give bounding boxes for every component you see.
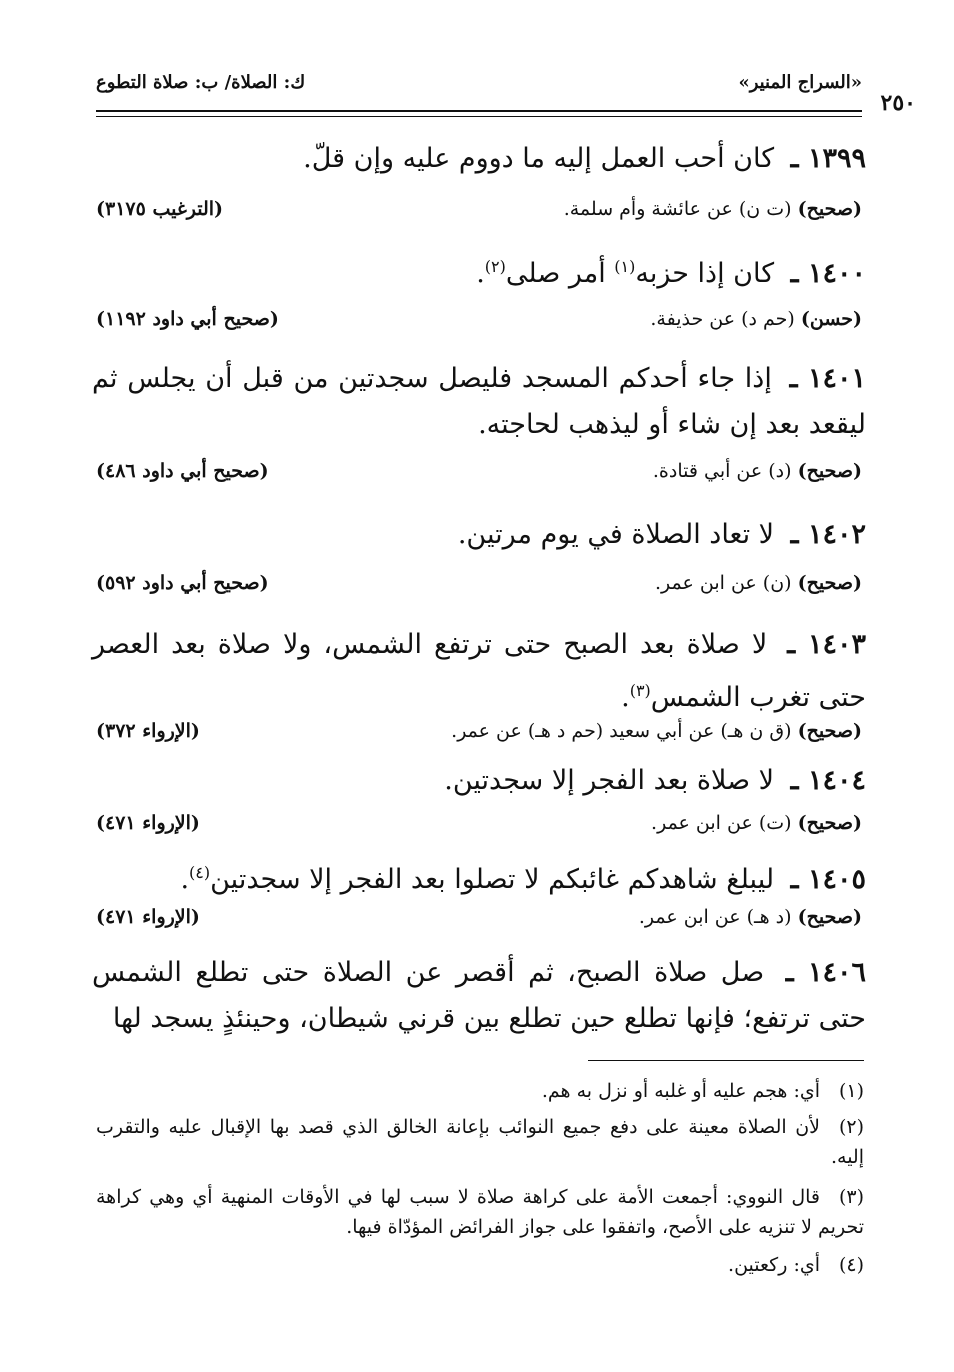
grade-line	[651, 812, 862, 834]
footnote-4	[96, 1250, 864, 1280]
grade: (صحيح)	[797, 198, 862, 220]
hadith-text: لا صلاة بعد الفجر إلا سجدتين.	[444, 765, 775, 796]
footnote-3	[96, 1182, 864, 1242]
reference: (الإرواء ٣٧٢)	[96, 720, 200, 742]
narrators: (ت) عن ابن عمر.	[651, 812, 792, 834]
grade-line	[564, 198, 862, 220]
narrators: (د هـ) عن ابن عمر.	[638, 906, 792, 928]
hadith-1400	[92, 244, 866, 297]
hadith-text: لا صلاة بعد الصبح حتى ترتفع الشمس، ولا صلاة بعد العصر حتى تغرب الشمس	[92, 629, 866, 713]
grade: (صحيح)	[797, 812, 862, 834]
hadith-number: ١٤٠٣ ـ	[787, 629, 866, 660]
footnote-2	[96, 1112, 864, 1172]
hadith-number: ١٤٠٥ ـ	[790, 864, 866, 895]
footnote-text: لأن الصلاة معينة على دفع جميع النوائب بإعانة الخالق الذي قصد بها الإقبال عليه والتقرب إليه.	[96, 1116, 864, 1168]
narrators: (د) عن أبي قتادة.	[652, 460, 792, 482]
section-title: ك: الصلاة/ ب: صلاة التطوع	[96, 72, 306, 93]
narrators: (ن) عن ابن عمر.	[654, 572, 792, 594]
hadith-text: لا تعاد الصلاة في يوم مرتين.	[457, 519, 775, 550]
hadith-text: كان إذا حزبه	[635, 258, 775, 289]
footnote-ref: (٤)	[189, 863, 211, 882]
page-number: ٢٥٠	[880, 90, 916, 116]
hadith-1402	[92, 512, 866, 558]
hadith-1405	[92, 850, 866, 903]
hadith-text: .	[180, 864, 190, 895]
grade: (صحيح)	[797, 572, 862, 594]
grade-line	[653, 460, 862, 482]
reference: (الإرواء ٤٧١)	[96, 812, 200, 834]
hadith-text: صل صلاة الصبح، ثم أقصر عن الصلاة حتى تطلع الشمس حتى ترتفع؛ فإنها تطلع حين تطلع بين قرني شيطان، وحينئذٍ يسجد لها	[92, 957, 866, 1034]
hadith-1399	[92, 136, 866, 182]
hadith-text: .	[621, 682, 630, 713]
footnote-number: (٣)	[838, 1186, 864, 1208]
hadith-1403	[92, 622, 866, 721]
hadith-number: ١٤٠٦ ـ	[785, 957, 866, 988]
grade-line	[451, 720, 862, 742]
source-row	[96, 812, 862, 842]
hadith-text: أمر صلى	[505, 258, 615, 289]
source-row	[96, 572, 862, 602]
source-row	[96, 308, 862, 338]
source-row	[96, 906, 862, 936]
hadith-number: ١٤٠٢ ـ	[790, 519, 866, 550]
header-rule-thick	[96, 110, 862, 112]
hadith-text: كان أحب العمل إليه ما دووم عليه وإن قلّ.	[303, 143, 775, 174]
source-row	[96, 720, 862, 750]
hadith-number: ١٤٠١ ـ	[789, 363, 867, 394]
grade-line	[655, 572, 862, 594]
grade: (صحيح)	[797, 720, 862, 742]
footnote-rule	[588, 1060, 864, 1061]
grade: (صحيح)	[797, 460, 862, 482]
grade: (صحيح)	[797, 906, 862, 928]
hadith-text: إذا جاء أحدكم المسجد فليصل سجدتين من قبل أن يجلس ثم ليقعد بعد إن شاء أو ليذهب لحاجته.	[92, 363, 866, 440]
footnote-text: قال النووي: أجمعت الأمة على كراهة صلاة لا سبب لها في الأوقات المنهية أي وهي كراهة تحريم لا تنزيه على الأصح، واتفقوا على جواز الفرائض المؤدّاة فيها.	[96, 1186, 864, 1238]
footnote-text: أي: هجم عليه أو غلبه أو نزل به هم.	[541, 1080, 820, 1102]
footnote-number: (١)	[838, 1080, 864, 1102]
book-title: «السراج المنير»	[738, 72, 862, 93]
hadith-number: ١٣٩٩ ـ	[790, 143, 866, 174]
hadith-1406	[92, 950, 866, 1042]
reference: (الترغيب ٣١٧٥)	[96, 198, 224, 220]
narrators: (ق ن هـ) عن أبي سعيد (حم د هـ) عن عمر.	[451, 720, 792, 742]
footnote-number: (٤)	[838, 1254, 864, 1276]
footnote-number: (٢)	[838, 1116, 864, 1138]
narrators: (ت ن) عن عائشة وأم سلمة.	[563, 198, 792, 220]
grade-line	[650, 308, 862, 330]
reference: (صحيح أبي داود ٤٨٦)	[96, 460, 269, 482]
hadith-1404	[92, 758, 866, 804]
reference: (الإرواء ٤٧١)	[96, 906, 200, 928]
footnote-ref: (٣)	[629, 681, 651, 700]
reference: (صحيح أبي داود ١١٩٢)	[96, 308, 279, 330]
hadith-text: ليبلغ شاهدكم غائبكم لا تصلوا بعد الفجر إلا سجدتين	[210, 864, 775, 895]
source-row	[96, 460, 862, 490]
narrators: (حم د) عن حذيفة.	[650, 308, 795, 330]
hadith-1401	[92, 356, 866, 448]
footnote-text: أي: ركعتين.	[728, 1254, 820, 1276]
reference: (صحيح أبي داود ٥٩٢)	[96, 572, 269, 594]
grade: (حسن)	[800, 308, 862, 330]
footnote-ref: (١)	[614, 257, 636, 276]
hadith-number: ١٤٠٤ ـ	[790, 765, 866, 796]
header-rule-thin	[96, 116, 862, 117]
grade-line	[639, 906, 862, 928]
footnote-ref: (٢)	[484, 257, 506, 276]
hadith-number: ١٤٠٠ ـ	[790, 258, 866, 289]
source-row	[96, 198, 862, 228]
hadith-text: .	[476, 258, 485, 289]
footnote-1	[96, 1076, 864, 1106]
